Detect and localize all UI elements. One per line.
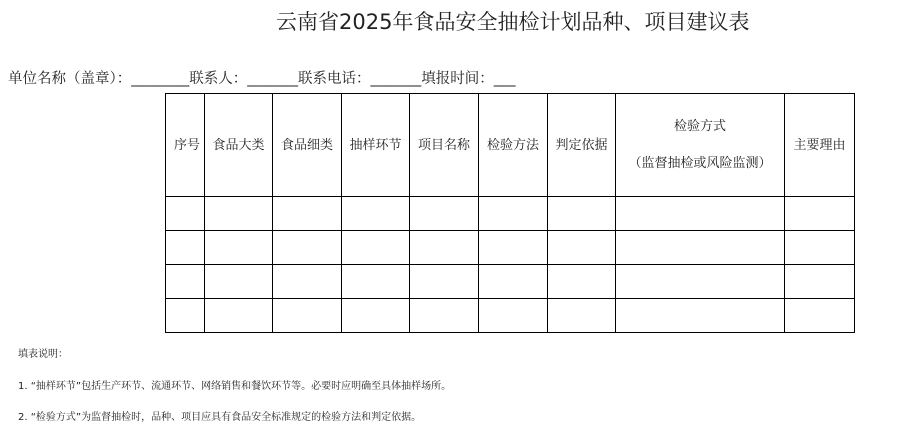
table-cell[interactable]	[548, 197, 616, 231]
table-cell[interactable]	[166, 231, 205, 265]
table-cell[interactable]	[273, 265, 342, 299]
info-line	[8, 67, 516, 88]
fill-date-blank: ___	[493, 71, 516, 87]
table-cell[interactable]	[548, 299, 616, 333]
document-title: 云南省2025年食品安全抽检计划品种、项目建议表	[276, 10, 750, 34]
phone-label: 联系电话：	[298, 71, 371, 87]
plan-table	[165, 93, 855, 333]
contact-person-blank: _______	[247, 71, 298, 87]
table-cell[interactable]	[479, 231, 548, 265]
table-cell[interactable]	[785, 265, 855, 299]
table-cell[interactable]	[273, 299, 342, 333]
header-seq: 序号	[166, 94, 205, 197]
header-sampling-stage: 抽样环节	[342, 94, 410, 197]
table-cell[interactable]	[616, 265, 785, 299]
header-food-category: 食品大类	[205, 94, 273, 197]
table-row	[166, 265, 855, 299]
table-cell[interactable]	[342, 197, 410, 231]
table-cell[interactable]	[479, 197, 548, 231]
header-inspection-mode	[616, 94, 785, 197]
table-cell[interactable]	[548, 231, 616, 265]
table-cell[interactable]	[205, 231, 273, 265]
table-cell[interactable]	[205, 197, 273, 231]
table-cell[interactable]	[616, 197, 785, 231]
table-cell[interactable]	[548, 265, 616, 299]
header-food-subcategory: 食品细类	[273, 94, 342, 197]
table-cell[interactable]	[616, 299, 785, 333]
note-item-2: 2. “检验方式”为监督抽检时，品种、项目应具有食品安全标准规定的检验方法和判定依据。	[18, 412, 422, 423]
table-header-row	[166, 94, 855, 197]
table-row	[166, 231, 855, 265]
table-row	[166, 299, 855, 333]
table-cell[interactable]	[273, 197, 342, 231]
table-cell[interactable]	[273, 231, 342, 265]
table-cell[interactable]	[166, 265, 205, 299]
table-cell[interactable]	[166, 197, 205, 231]
table-cell[interactable]	[205, 299, 273, 333]
table-cell[interactable]	[785, 299, 855, 333]
table-cell[interactable]	[785, 197, 855, 231]
table-cell[interactable]	[785, 231, 855, 265]
notes-heading: 填表说明：	[18, 349, 68, 360]
table-cell[interactable]	[410, 197, 479, 231]
table-cell[interactable]	[166, 299, 205, 333]
table-cell[interactable]	[479, 299, 548, 333]
table-cell[interactable]	[342, 231, 410, 265]
unit-name-label: 单位名称（盖章）：	[8, 71, 132, 87]
phone-blank: _______	[370, 71, 422, 87]
note-item-1: 1. “抽样环节”包括生产环节、流通环节、网络销售和餐饮环节等。必要时应明确至具体抽样场所。	[18, 381, 452, 392]
table-cell[interactable]	[410, 265, 479, 299]
contact-person-label: 联系人：	[189, 71, 248, 87]
table-cell[interactable]	[342, 265, 410, 299]
inspection-mode-subtitle: （监督抽检或风险监测）	[628, 156, 772, 171]
table-row	[166, 197, 855, 231]
table-cell[interactable]	[616, 231, 785, 265]
table-cell[interactable]	[479, 265, 548, 299]
inspection-mode-title: 检验方式	[673, 119, 726, 134]
fill-date-label: 填报时间：	[421, 71, 494, 87]
table-cell[interactable]	[410, 299, 479, 333]
header-item-name: 项目名称	[410, 94, 479, 197]
header-main-reason: 主要理由	[785, 94, 855, 197]
table-cell[interactable]	[342, 299, 410, 333]
table-cell[interactable]	[410, 231, 479, 265]
header-judgment-basis: 判定依据	[548, 94, 616, 197]
table-cell[interactable]	[205, 265, 273, 299]
header-test-method: 检验方法	[479, 94, 548, 197]
unit-name-blank: ________	[131, 71, 190, 87]
